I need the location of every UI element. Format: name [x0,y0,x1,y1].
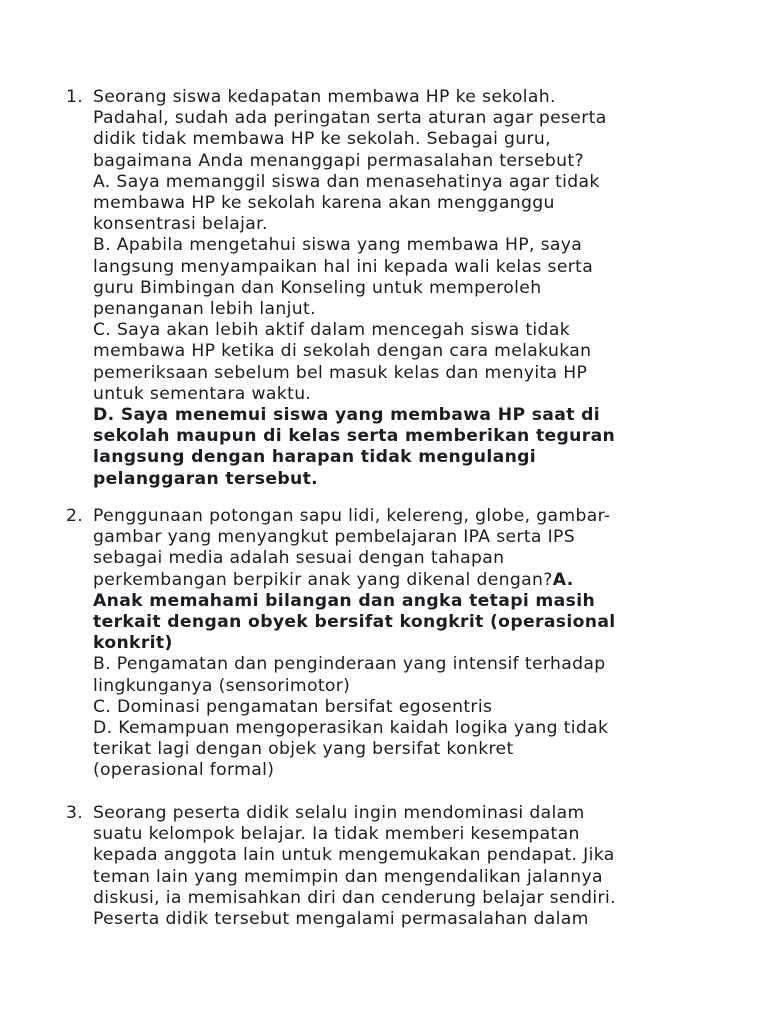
option-d-line-answer: pelanggaran tersebut. [93,468,319,489]
option-d-line-answer: sekolah maupun di kelas serta memberikan teguran [93,426,616,447]
text-line: Penggunaan potongan sapu lidi, kelereng, globe, gambar- [93,506,611,526]
text-line: Seorang peserta didik selalu ingin mendominasi dalam [93,803,585,823]
text-line: bagaimana Anda menanggapi permasalahan tersebut? [93,150,584,171]
text-line: Peserta didik tersebut mengalami permasalahan dalam [93,909,589,930]
option-a-line-answer: Anak memahami bilangan dan angka tetapi masih [93,590,596,611]
option-c-line: untuk sementara waktu. [93,383,312,404]
text-line: Padahal, sudah ada peringatan serta aturan agar peserta [93,108,607,129]
question-text [93,506,686,782]
option-d-line: terikat lagi dengan objek yang bersifat konkret [93,739,514,760]
text-line: suatu kelompok belajar. Ia tidak memberi kesempatan [93,824,580,845]
question-number: 3. [66,803,84,823]
option-a-line-answer: terkait dengan obyek bersifat kongkrit (operasional [93,612,616,633]
question-text [93,803,686,930]
option-d-line-answer: D. Saya menemui siswa yang membawa HP saat di [93,405,601,426]
option-a-label-answer: A. [552,569,574,590]
option-b-line: B. Pengamatan dan penginderaan yang intensif terhadap [93,654,606,675]
text-line: gambar yang menyangkut pembelajaran IPA serta IPS [93,527,576,548]
question-number: 2. [66,506,84,526]
text-line-with-answer-start [93,570,686,591]
option-d-line-answer: langsung dengan harapan tidak mengulangi [93,447,537,468]
option-a-line: membawa HP ke sekolah karena akan mengganggu [93,193,555,214]
text-line: kepada anggota lain untuk mengemukakan pendapat. Jika [93,845,615,866]
option-b-line: B. Apabila mengetahui siswa yang membawa HP, saya [93,235,583,256]
text-line: teman lain yang memimpin dan mengendalikan jalannya [93,866,603,887]
option-b-line: lingkunganya (sensorimotor) [93,675,351,696]
option-b-line: penanganan lebih lanjut. [93,299,316,320]
option-b-line: guru Bimbingan dan Konseling untuk memperoleh [93,277,542,298]
question-1 [66,87,686,490]
option-d-line: D. Kemampuan mengoperasikan kaidah logika yang tidak [93,718,609,739]
option-d-line: (operasional formal) [93,760,275,781]
text-line: didik tidak membawa HP ke sekolah. Sebagai guru, [93,129,551,150]
text-line: Seorang siswa kedapatan membawa HP ke sekolah. [93,87,556,107]
question-text [93,87,686,490]
text-line: sebagai media adalah sesuai dengan tahapan [93,548,505,569]
option-a-line: A. Saya memanggil siswa dan menasehatinya agar tidak [93,171,600,192]
question-3 [66,803,686,930]
option-a-line-answer: konkrit) [93,633,173,654]
option-c-line: C. Saya akan lebih aktif dalam mencegah siswa tidak [93,320,571,341]
option-c-line: pemeriksaan sebelum bel masuk kelas dan menyita HP [93,362,588,383]
text-line: diskusi, ia memisahkan diri dan cenderung belajar sendiri. [93,887,616,908]
question-number: 1. [66,87,84,107]
option-b-line: langsung menyampaikan hal ini kepada wali kelas serta [93,256,594,277]
text-segment: perkembangan berpikir anak yang dikenal dengan? [93,569,553,590]
question-2 [66,506,686,782]
option-c-line: membawa HP ketika di sekolah dengan cara melakukan [93,341,592,362]
option-a-line: konsentrasi belajar. [93,214,268,235]
option-c-line: C. Dominasi pengamatan bersifat egosentris [93,696,493,717]
